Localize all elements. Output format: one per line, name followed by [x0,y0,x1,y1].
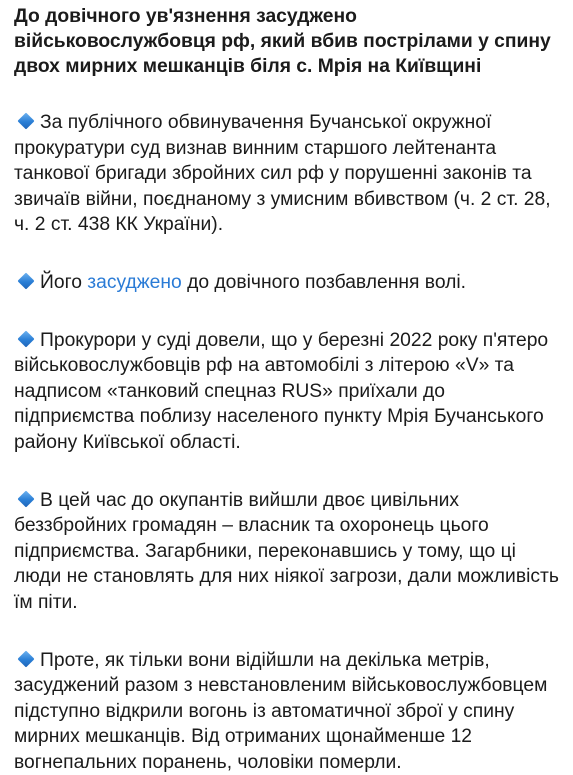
post-title: До довічного ув'язнення засуджено військовослужбовця рф, який вбив пострілами у спину двох мирних мешканців біля с. Мрія на Київщині [14,4,561,79]
sentenced-link[interactable]: засуджено [87,272,181,293]
paragraph-text-before: Його [40,272,87,293]
blue-diamond-icon [18,113,35,130]
paragraph-text: Прокурори у суді довели, що у березні 2022 року п'ятеро військовослужбовців рф на автомобілі з літерою «V» та надписом «танковий спецназ RUS» приїхали до підприємства поблизу населеного пункту Мрія Бучанського району Київської області. [14,330,548,453]
blue-diamond-icon [18,650,35,667]
paragraph-evidence [14,328,561,456]
paragraph-prosecution [14,110,561,238]
paragraph-text: Проте, як тільки вони відійшли на декілька метрів, засуджений разом з невстановленим військовослужбовцем підступно відкрили вогонь із автоматичної зброї у спину мирних мешканців. Від отриманих щонайменше 12 вогнепальних поранень, чоловіки померли. [14,650,547,773]
paragraph-civilians [14,488,561,616]
blue-diamond-icon [18,490,35,507]
paragraph-text: За публічного обвинувачення Бучанської окружної прокуратури суд визнав винним старшого лейтенанта танкової бригади збройних сил рф у порушенні законів та звичаїв війни, поєднаному з умисним вбивством (ч. 2 ст. 28, ч. 2 ст. 438 КК України). [14,112,551,235]
paragraph-sentence [14,270,561,296]
blue-diamond-icon [18,330,35,347]
paragraph-shooting [14,648,561,775]
paragraph-text-after: до довічного позбавлення волі. [182,272,466,293]
blue-diamond-icon [18,272,35,289]
paragraph-text: В цей час до окупантів вийшли двоє цивільних беззбройних громадян – власник та охоронець цього підприємства. Загарбники, переконавшись у тому, що ці люди не становлять для них ніякої загрози, дали можливість їм піти. [14,490,559,613]
